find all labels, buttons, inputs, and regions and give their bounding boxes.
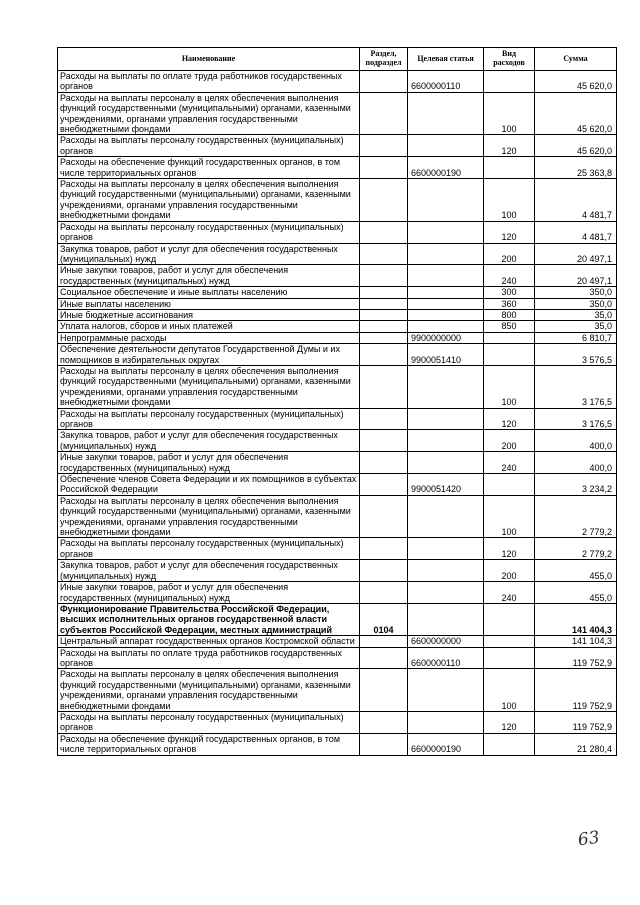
row-type: 100 xyxy=(484,669,535,712)
row-name: Расходы на выплаты персоналу в целях обеспечения выполнения функций государственными (муниципальными) органами, казенными учреждениями, органами управления государственными внебюджетными фондами xyxy=(58,179,360,222)
row-name: Расходы на выплаты персоналу государственных (муниципальных) органов xyxy=(58,538,360,560)
row-section xyxy=(360,538,408,560)
row-name: Обеспечение деятельности депутатов Государственной Думы и их помощников в избирательных округах xyxy=(58,344,360,366)
row-type xyxy=(484,636,535,647)
row-name: Расходы на обеспечение функций государственных органов, в том числе территориальных органов xyxy=(58,733,360,755)
row-target: 6600000000 xyxy=(408,636,484,647)
row-sum: 119 752,9 xyxy=(535,647,617,669)
row-section xyxy=(360,452,408,474)
table-row xyxy=(58,603,617,635)
row-section xyxy=(360,287,408,298)
table-row xyxy=(58,408,617,430)
row-section xyxy=(360,92,408,135)
header-sum: Сумма xyxy=(535,48,617,71)
row-name: Иные закупки товаров, работ и услуг для обеспечения государственных (муниципальных) нужд xyxy=(58,452,360,474)
row-section xyxy=(360,243,408,265)
table-row xyxy=(58,365,617,408)
row-sum: 400,0 xyxy=(535,430,617,452)
row-sum: 45 620,0 xyxy=(535,71,617,93)
row-target xyxy=(408,603,484,635)
row-type: 120 xyxy=(484,221,535,243)
row-type xyxy=(484,332,535,343)
row-target xyxy=(408,582,484,604)
table-row xyxy=(58,733,617,755)
row-target xyxy=(408,495,484,538)
row-type xyxy=(484,344,535,366)
row-sum: 141 404,3 xyxy=(535,603,617,635)
row-name: Расходы на выплаты персоналу государственных (муниципальных) органов xyxy=(58,221,360,243)
row-type: 120 xyxy=(484,408,535,430)
row-section xyxy=(360,636,408,647)
row-section xyxy=(360,309,408,320)
row-section xyxy=(360,157,408,179)
row-target xyxy=(408,243,484,265)
row-name: Расходы на выплаты персоналу в целях обеспечения выполнения функций государственными (муниципальными) органами, казенными учреждениями, органами управления государственными внебюджетными фондами xyxy=(58,92,360,135)
page-number: 63 xyxy=(576,827,601,851)
row-name: Расходы на выплаты персоналу в целях обеспечения выполнения функций государственными (муниципальными) органами, казенными учреждениями, органами управления государственными внебюджетными фондами xyxy=(58,495,360,538)
row-type xyxy=(484,603,535,635)
row-sum: 35,0 xyxy=(535,321,617,332)
table-row xyxy=(58,309,617,320)
row-type: 300 xyxy=(484,287,535,298)
row-sum: 455,0 xyxy=(535,560,617,582)
table-row xyxy=(58,636,617,647)
row-section xyxy=(360,669,408,712)
row-target xyxy=(408,452,484,474)
row-section xyxy=(360,265,408,287)
row-name: Расходы на выплаты по оплате труда работников государственных органов xyxy=(58,647,360,669)
row-sum: 141 104,3 xyxy=(535,636,617,647)
row-section xyxy=(360,430,408,452)
row-section xyxy=(360,582,408,604)
table-row xyxy=(58,287,617,298)
row-section xyxy=(360,647,408,669)
table-row xyxy=(58,430,617,452)
row-section xyxy=(360,71,408,93)
row-name: Расходы на выплаты персоналу государственных (муниципальных) органов xyxy=(58,408,360,430)
row-target: 6600000110 xyxy=(408,71,484,93)
table-row xyxy=(58,321,617,332)
budget-table xyxy=(57,47,617,756)
row-target: 6600000190 xyxy=(408,157,484,179)
row-name: Расходы на выплаты персоналу государственных (муниципальных) органов xyxy=(58,711,360,733)
row-sum: 4 481,7 xyxy=(535,221,617,243)
row-target xyxy=(408,560,484,582)
row-name: Расходы на выплаты персоналу в целях обеспечения выполнения функций государственными (муниципальными) органами, казенными учреждениями, органами управления государственными внебюджетными фондами xyxy=(58,365,360,408)
row-type: 200 xyxy=(484,560,535,582)
row-name: Закупка товаров, работ и услуг для обеспечения государственных (муниципальных) нужд xyxy=(58,243,360,265)
row-sum: 6 810,7 xyxy=(535,332,617,343)
table-row xyxy=(58,92,617,135)
row-target xyxy=(408,135,484,157)
row-target xyxy=(408,711,484,733)
table-row xyxy=(58,560,617,582)
row-name: Расходы на выплаты по оплате труда работников государственных органов xyxy=(58,71,360,93)
row-sum: 4 481,7 xyxy=(535,179,617,222)
row-section xyxy=(360,344,408,366)
row-target xyxy=(408,669,484,712)
row-target xyxy=(408,92,484,135)
row-name: Закупка товаров, работ и услуг для обеспечения государственных (муниципальных) нужд xyxy=(58,430,360,452)
row-type xyxy=(484,647,535,669)
row-sum: 3 234,2 xyxy=(535,474,617,496)
row-type xyxy=(484,733,535,755)
row-section xyxy=(360,408,408,430)
row-sum: 2 779,2 xyxy=(535,538,617,560)
row-target xyxy=(408,265,484,287)
row-section xyxy=(360,321,408,332)
row-name: Расходы на выплаты персоналу в целях обеспечения выполнения функций государственными (муниципальными) органами, казенными учреждениями, органами управления государственными внебюджетными фондами xyxy=(58,669,360,712)
row-section xyxy=(360,495,408,538)
row-section xyxy=(360,179,408,222)
row-type xyxy=(484,474,535,496)
row-sum: 25 363,8 xyxy=(535,157,617,179)
row-name: Расходы на обеспечение функций государственных органов, в том числе территориальных органов xyxy=(58,157,360,179)
table-row xyxy=(58,243,617,265)
row-target: 9900051410 xyxy=(408,344,484,366)
row-type xyxy=(484,71,535,93)
row-type: 850 xyxy=(484,321,535,332)
row-sum: 119 752,9 xyxy=(535,669,617,712)
row-sum: 3 176,5 xyxy=(535,365,617,408)
row-name: Закупка товаров, работ и услуг для обеспечения государственных (муниципальных) нужд xyxy=(58,560,360,582)
row-type: 100 xyxy=(484,495,535,538)
row-sum: 45 620,0 xyxy=(535,92,617,135)
row-target: 6600000110 xyxy=(408,647,484,669)
row-type: 240 xyxy=(484,452,535,474)
row-sum: 21 280,4 xyxy=(535,733,617,755)
row-target xyxy=(408,309,484,320)
row-target: 9900051420 xyxy=(408,474,484,496)
row-sum: 20 497,1 xyxy=(535,243,617,265)
row-target: 9900000000 xyxy=(408,332,484,343)
row-sum: 119 752,9 xyxy=(535,711,617,733)
row-section xyxy=(360,474,408,496)
table-row xyxy=(58,669,617,712)
row-target xyxy=(408,408,484,430)
table-row xyxy=(58,157,617,179)
table-row xyxy=(58,179,617,222)
row-sum: 400,0 xyxy=(535,452,617,474)
table-row xyxy=(58,265,617,287)
row-section xyxy=(360,711,408,733)
header-section: Раздел, подраздел xyxy=(360,48,408,71)
row-name: Функционирование Правительства Российской Федерации, высших исполнительных органов государственной власти субъектов Российской Федерации, местных администраций xyxy=(58,603,360,635)
row-type: 100 xyxy=(484,179,535,222)
row-name: Обеспечение членов Совета Федерации и их помощников в субъектах Российской Федерации xyxy=(58,474,360,496)
row-section xyxy=(360,365,408,408)
row-sum: 35,0 xyxy=(535,309,617,320)
table-row xyxy=(58,711,617,733)
row-type: 800 xyxy=(484,309,535,320)
row-sum: 350,0 xyxy=(535,287,617,298)
row-section xyxy=(360,221,408,243)
header-name: Наименование xyxy=(58,48,360,71)
header-type: Вид расходов xyxy=(484,48,535,71)
row-name: Иные закупки товаров, работ и услуг для обеспечения государственных (муниципальных) нужд xyxy=(58,582,360,604)
row-name: Уплата налогов, сборов и иных платежей xyxy=(58,321,360,332)
row-target: 6600000190 xyxy=(408,733,484,755)
row-name: Непрограммные расходы xyxy=(58,332,360,343)
row-section xyxy=(360,332,408,343)
table-row xyxy=(58,495,617,538)
row-sum: 350,0 xyxy=(535,298,617,309)
row-type: 120 xyxy=(484,711,535,733)
row-target xyxy=(408,287,484,298)
row-type: 120 xyxy=(484,538,535,560)
header-target: Целевая статья xyxy=(408,48,484,71)
row-type: 100 xyxy=(484,365,535,408)
row-name: Иные закупки товаров, работ и услуг для обеспечения государственных (муниципальных) нужд xyxy=(58,265,360,287)
row-name: Социальное обеспечение и иные выплаты населению xyxy=(58,287,360,298)
row-target xyxy=(408,179,484,222)
row-target xyxy=(408,365,484,408)
row-section: 0104 xyxy=(360,603,408,635)
row-type: 240 xyxy=(484,265,535,287)
row-target xyxy=(408,298,484,309)
row-target xyxy=(408,321,484,332)
row-section xyxy=(360,135,408,157)
table-row xyxy=(58,332,617,343)
row-sum: 3 576,5 xyxy=(535,344,617,366)
row-sum: 2 779,2 xyxy=(535,495,617,538)
row-type: 240 xyxy=(484,582,535,604)
table-row xyxy=(58,474,617,496)
table-row xyxy=(58,135,617,157)
row-section xyxy=(360,298,408,309)
row-name: Иные бюджетные ассигнования xyxy=(58,309,360,320)
row-sum: 3 176,5 xyxy=(535,408,617,430)
row-target xyxy=(408,538,484,560)
row-section xyxy=(360,733,408,755)
table-row xyxy=(58,582,617,604)
table-row xyxy=(58,538,617,560)
header-row xyxy=(58,48,617,71)
row-type: 100 xyxy=(484,92,535,135)
table-row xyxy=(58,221,617,243)
row-sum: 20 497,1 xyxy=(535,265,617,287)
table-body xyxy=(58,71,617,756)
table-row xyxy=(58,452,617,474)
row-type: 200 xyxy=(484,430,535,452)
row-sum: 455,0 xyxy=(535,582,617,604)
row-target xyxy=(408,221,484,243)
table-row xyxy=(58,298,617,309)
row-type: 200 xyxy=(484,243,535,265)
table-row xyxy=(58,71,617,93)
table-row xyxy=(58,647,617,669)
row-type xyxy=(484,157,535,179)
row-type: 360 xyxy=(484,298,535,309)
table-row xyxy=(58,344,617,366)
row-name: Расходы на выплаты персоналу государственных (муниципальных) органов xyxy=(58,135,360,157)
row-type: 120 xyxy=(484,135,535,157)
row-target xyxy=(408,430,484,452)
row-section xyxy=(360,560,408,582)
row-name: Центральный аппарат государственных органов Костромской области xyxy=(58,636,360,647)
row-name: Иные выплаты населению xyxy=(58,298,360,309)
row-sum: 45 620,0 xyxy=(535,135,617,157)
